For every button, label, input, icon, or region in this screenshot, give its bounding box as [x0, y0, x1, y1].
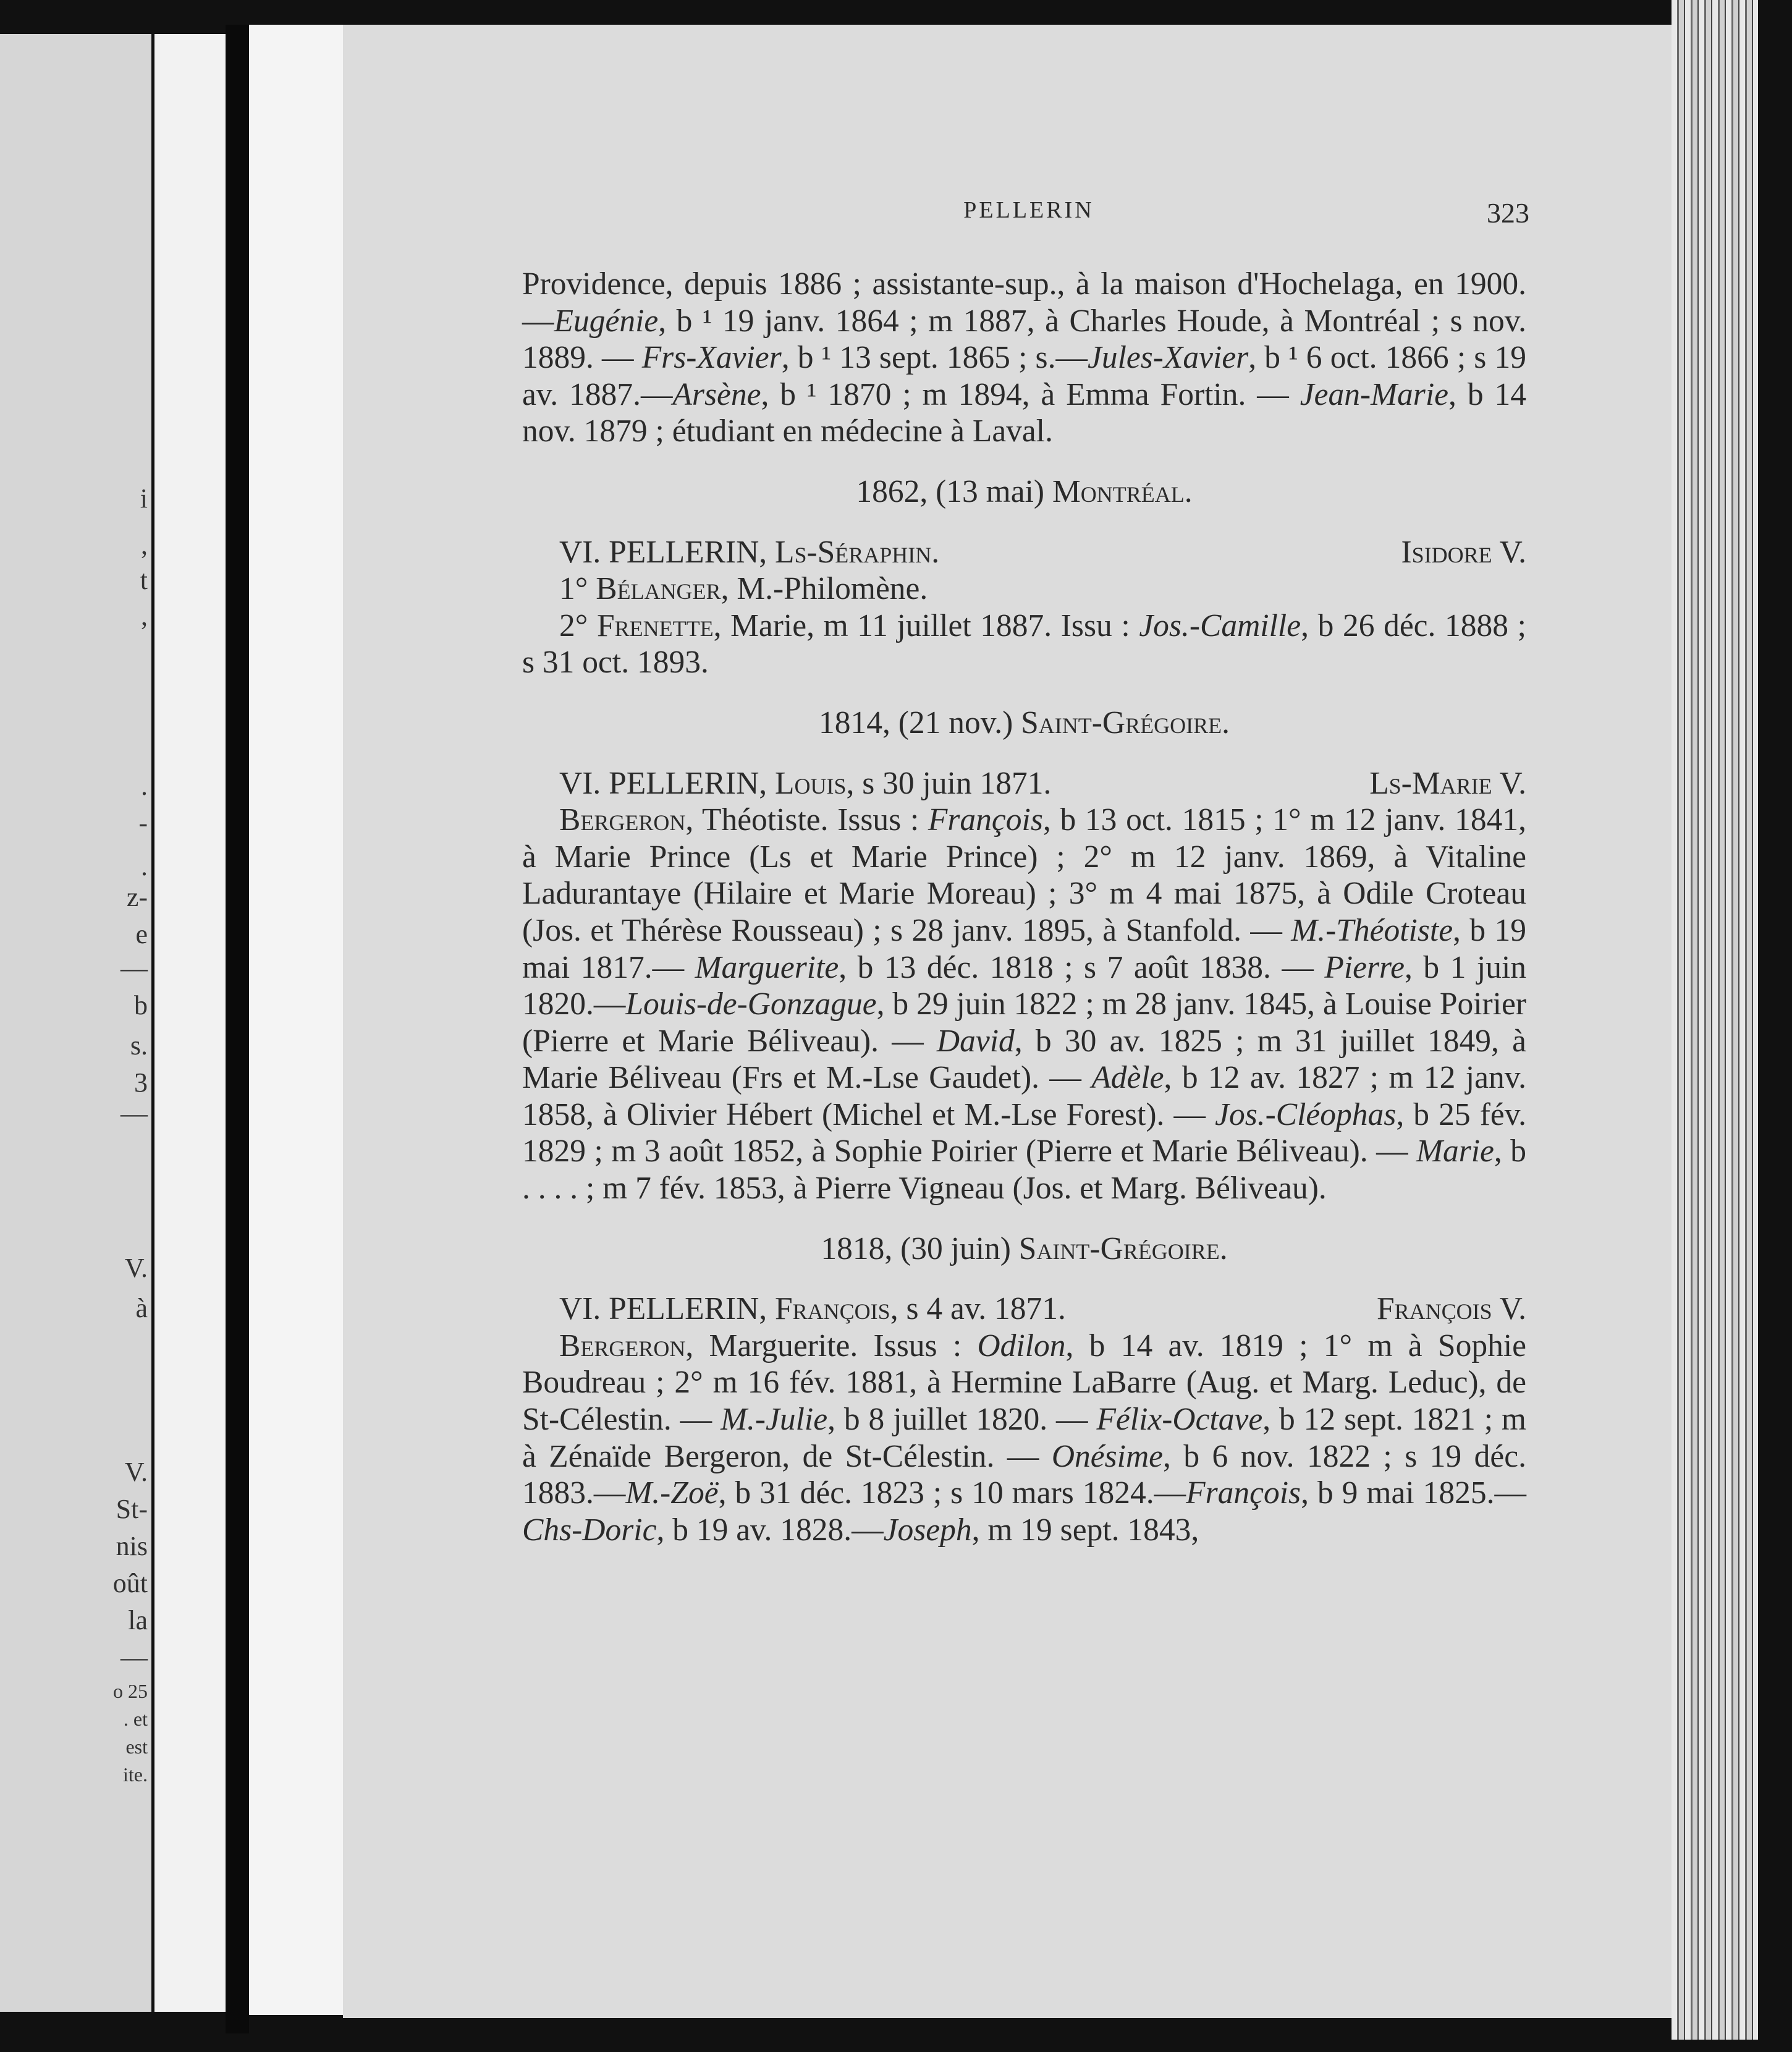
entry-text: Bergeron, Marguerite. Issus : Odilon, b 14 av. 1819 ; 1° m à Sophie Boudreau ; 2° m 16 fév. 1881, à Hermine LaBarre (Aug. et Marg. Leduc), de St-Célestin. — M.-Julie, b 8 juillet 1820. — Félix-Octave, b 12 sept. 1821 ; m à Zénaïde Bergeron, de St-Célestin. — Onésime, b 6 nov. 1822 ; s 19 déc. 1883.—M.-Zoë, b 31 déc. 1823 ; s 10 mars 1824.—François, b 9 mai 1825.—Chs-Doric, b 19 av. 1828.—Joseph, m 19 sept. 1843,	[522, 1328, 1526, 1548]
page-header	[528, 197, 1529, 231]
background	[1758, 0, 1792, 2052]
fragment: e	[135, 919, 148, 949]
fragment: —	[120, 1642, 148, 1673]
fragment: t	[140, 565, 148, 595]
fragment: —	[120, 953, 148, 983]
fragment: ite.	[123, 1763, 148, 1786]
fragment: -	[138, 808, 148, 838]
paragraph: Providence, depuis 1886 ; assistante-sup., à la maison d'Hochelaga, en 1900.—Eugénie, b ¹ 19 janv. 1864 ; m 1887, à Charles Houde, à Montréal ; s nov. 1889. — Frs-Xavier, b ¹ 13 sept. 1865 ; s.—Jules-Xavier, b ¹ 6 oct. 1866 ; s 19 av. 1887.—Arsène, b ¹ 1870 ; m 1894, à Emma Fortin. — Jean-Marie, b 14 nov. 1879 ; étudiant en médecine à Laval.	[522, 266, 1527, 449]
fragment: —	[120, 1098, 148, 1129]
section-heading: 1814, (21 nov.) Saint-Grégoire.	[819, 705, 1230, 740]
family-entry	[522, 765, 1526, 1207]
previous-page-edge	[0, 34, 151, 2012]
page-body	[522, 266, 1526, 1548]
page-edges	[1672, 0, 1758, 2040]
fragment: nis	[116, 1531, 148, 1561]
running-title: PELLERIN	[963, 197, 1094, 223]
fragment: o 25	[113, 1680, 148, 1702]
fragment: V.	[124, 1253, 148, 1283]
entry-text: Bergeron, Théotiste. Issus : François, b 13 oct. 1815 ; 1° m 12 janv. 1841, à Marie Prince (Ls et Marie Prince) ; 2° m 12 janv. 1869, à Vitaline Ladurantaye (Hilaire et Marie Moreau) ; 3° m 4 mai 1875, à Odile Croteau (Jos. et Thérèse Rousseau) ; s 28 janv. 1895, à Stanfold. — M.-Théotiste, b 19 mai 1817.— Marguerite, b 13 déc. 1818 ; s 7 août 1838. — Pierre, b 1 juin 1820.—Louis-de-Gonzague, b 29 juin 1822 ; m 28 janv. 1845, à Louise Poirier (Pierre et Marie Béliveau). — David, b 30 av. 1825 ; m 31 juillet 1849, à Marie Béliveau (Frs et M.-Lse Gaudet). — Adèle, b 12 av. 1827 ; m 12 janv. 1858, à Olivier Hébert (Michel et M.-Lse Forest). — Jos.-Cléophas, b 25 fév. 1829 ; m 3 août 1852, à Sophie Poirier (Pierre et Marie Béliveau). — Marie, b . . . . ; m 7 fév. 1853, à Pierre Vigneau (Jos. et Marg. Béliveau).	[522, 802, 1527, 1206]
entry-head: VI. PELLERIN, François, s 4 av. 1871. François V.	[559, 1291, 1526, 1327]
entry-head: VI. PELLERIN, Ls-Séraphin. Isidore V.	[559, 534, 1526, 570]
entry-head: VI. PELLERIN, Louis, s 30 juin 1871. Ls-Marie V.	[559, 765, 1526, 801]
family-entry	[522, 534, 1526, 681]
spouse-line: 2° Frenette, Marie, m 11 juillet 1887. Issu : Jos.-Camille, b 26 déc. 1888 ; s 31 oct. 1893.	[522, 608, 1526, 680]
fragment: .	[141, 771, 148, 801]
section-heading: 1862, (13 mai) Montréal.	[856, 473, 1193, 509]
book-gutter	[226, 25, 249, 2033]
section-heading: 1818, (30 juin) Saint-Grégoire.	[821, 1231, 1228, 1266]
fragment: z-	[126, 882, 148, 912]
fragment: s.	[130, 1030, 148, 1061]
spouse-line: 1° Bélanger, M.-Philomène.	[559, 571, 928, 607]
page-number: 323	[1487, 197, 1529, 229]
fragment: V.	[124, 1457, 148, 1487]
fragment: est	[125, 1736, 148, 1758]
fragment: . et	[123, 1708, 148, 1730]
fragment: ,	[141, 530, 148, 560]
fragment: .	[141, 851, 148, 881]
fragment: ,	[141, 601, 148, 631]
fragment: i	[140, 483, 148, 514]
fragment: St-	[116, 1494, 148, 1524]
family-entry	[522, 1291, 1526, 1548]
fragment: la	[128, 1605, 148, 1635]
page-strip	[154, 34, 226, 2012]
page-strip	[249, 25, 343, 2015]
fragment: à	[135, 1293, 148, 1323]
fragment: b	[134, 990, 148, 1020]
fragment: oût	[112, 1568, 148, 1598]
fragment: 3	[134, 1067, 148, 1098]
